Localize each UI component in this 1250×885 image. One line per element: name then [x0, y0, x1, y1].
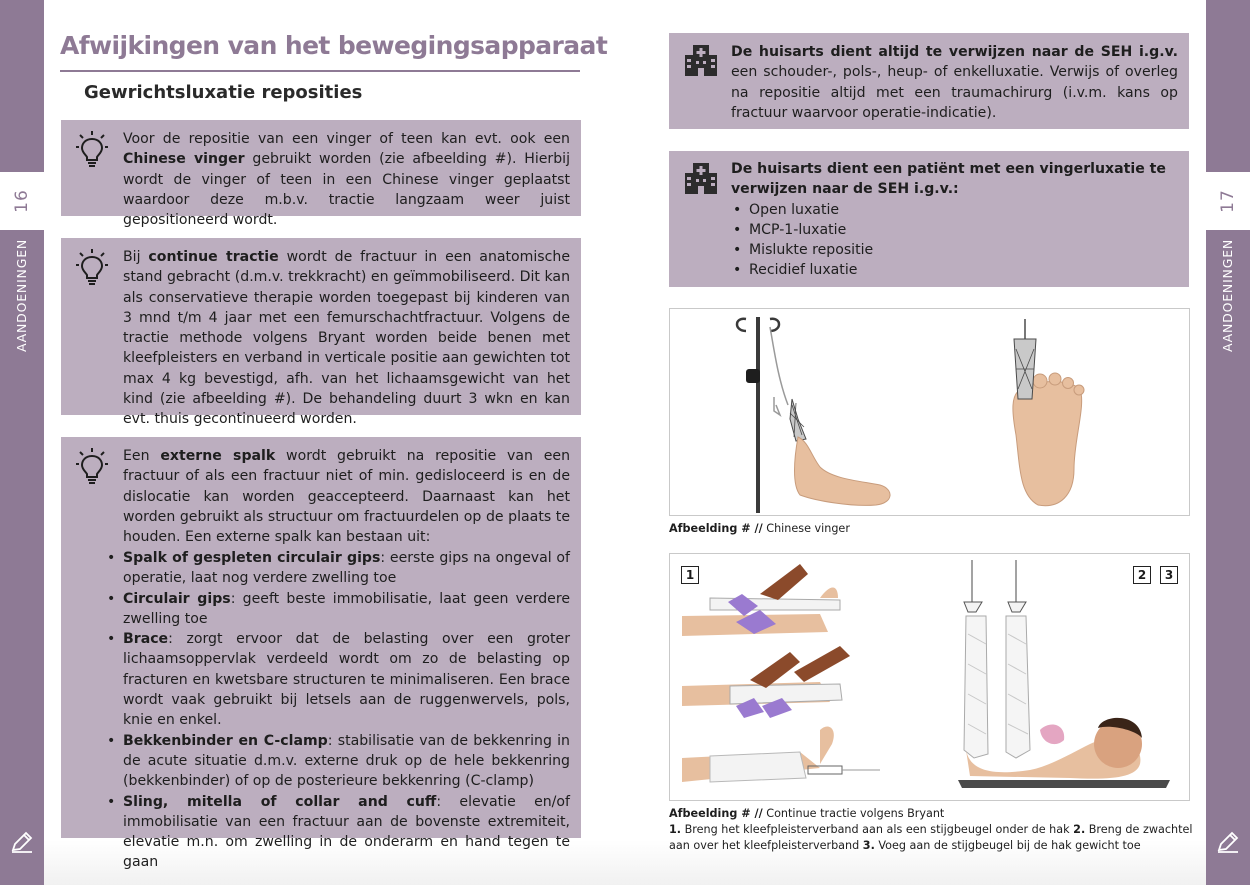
tip-box-external-splint	[61, 437, 581, 871]
tip-text: Voor de repositie van een vinger of teen kan evt. ook een Chinese vinger gebruikt worden (zie afbeelding #). Hierbij wordt de vinger of teen in een Chinese vinger geplaatst waardoor deze m.b.v. tractie langzaam weer juist gepositioneerd wordt.	[123, 131, 570, 229]
step-label-1: 1	[681, 566, 699, 584]
section-label-left: AANDOENINGEN	[14, 238, 30, 352]
list-item: • Circulair gips: geeft beste immobilisatie, laat geen verdere zwelling toe	[107, 589, 570, 630]
list-item: • Recidief luxatie	[733, 260, 1186, 280]
step-label-3: 3	[1160, 566, 1178, 584]
list-item: • Open luxatie	[733, 200, 1186, 220]
page-number-right: 17	[1206, 172, 1250, 230]
lightbulb-icon	[75, 248, 109, 288]
list-item: • Sling, mitella of collar and cuff: elevatie en/of immobilisatie van een fractuur aan de bovenste extremiteit, elevatie m.n. om zwelling in de onderarm en hand tegen te gaan	[107, 792, 570, 873]
section-label-right: AANDOENINGEN	[1220, 238, 1236, 352]
chinese-finger-illustration	[670, 309, 1189, 515]
pencil-icon[interactable]	[10, 830, 34, 854]
list-item: • MCP-1-luxatie	[733, 220, 1186, 240]
figure1-caption: Afbeelding # // Chinese vinger	[669, 522, 850, 535]
referral-box-finger-luxation	[669, 151, 1189, 287]
section-subtitle: Gewrichtsluxatie reposities	[84, 82, 363, 103]
left-side-strip	[0, 0, 44, 885]
page-number-left: 16	[0, 172, 44, 230]
right-side-strip	[1206, 0, 1250, 885]
figure-bryant-traction	[669, 553, 1190, 801]
step-label-2: 2	[1133, 566, 1151, 584]
splint-type-list	[123, 548, 570, 873]
pencil-icon[interactable]	[1216, 830, 1240, 854]
list-item: • Brace: zorgt ervoor dat de belasting over een groter lichaamsoppervlak verdeeld wordt om zo de belasting op fracturen en kwetsbare structuren te minimaliseren. Een brace wordt vaak gebruikt bij letsels aan de ruggenwervels, pols, knie en enkel.	[107, 629, 570, 730]
figure2-caption: Afbeelding # // Continue tractie volgens Bryant 1. Breng het kleefpleisterverband aan als een stijgbeugel onder de hak 2. Breng de zwachtel aan over het kleefpleisterverband 3. Voeg aan de stijgbeugel bij de hak gewicht toe	[669, 807, 1193, 852]
tip-box-continuous-traction	[61, 238, 581, 428]
tip-text: Bij continue tractie wordt de fractuur in een anatomische stand gebracht (d.m.v. trekkracht) en geïmmobiliseerd. Dit kan als conservatieve therapie worden toegepast bij kinderen van 3 mnd t/m 4 jaar met een femurschachtfractuur. Volgens de tractie methode volgens Bryant worden beide benen met kleefpleisters en verband in verticale positie aan gewichten tot max 4 kg bevestigd, afh. van het lichaamsgewicht van het kind (zie afbeelding #). De behandeling duurt 3 wkn en kan evt. thuis gecontinueerd worden.	[123, 249, 571, 428]
figure-chinese-finger	[669, 308, 1190, 516]
lightbulb-icon	[75, 130, 109, 170]
list-item: • Bekkenbinder en C-clamp: stabilisatie van de bekkenring in de acute situatie d.m.v. externe druk op de hele bekkenring (bekkenbinder) of op de posterieure bekkenring (C-clamp)	[107, 731, 570, 792]
hospital-icon	[683, 161, 719, 195]
page-title: Afwijkingen van het bewegingsapparaat	[60, 31, 608, 60]
tip-text: Een externe spalk wordt gebruikt na repositie van een fractuur of als een fractuur niet of min. gedisloceerd is en de dislocatie kan worden geaccepteerd. Daarnaast kan het worden gebruikt als structuur om fractuurdelen op de plaats te houden. Een externe spalk kan bestaan uit:	[123, 448, 570, 546]
hospital-icon	[683, 43, 719, 77]
tip-box-chinese-finger	[61, 120, 581, 229]
title-divider	[60, 70, 580, 72]
list-item: • Spalk of gespleten circulair gips: eerste gips na ongeval of operatie, laat nog verdere zwelling toe	[107, 548, 570, 589]
referral-box-luxation	[669, 33, 1189, 129]
lightbulb-icon	[75, 447, 109, 487]
list-item: • Mislukte repositie	[733, 240, 1186, 260]
referral-text: De huisarts dient altijd te verwijzen naar de SEH i.g.v. een schouder-, pols-, heup- of enkelluxatie. Verwijs of overleg na repositie altijd met een traumachirurg (i.v.m. kans op fractuur waarvoor operatie-indicatie).	[731, 44, 1178, 121]
bryant-traction-illustration	[670, 554, 1189, 800]
referral-text: De huisarts dient een patiënt met een vingerluxatie te verwijzen naar de SEH i.g.v.: • Open luxatie • MCP-1-luxatie • Mislukte repositie • Recidief luxatie	[731, 159, 1186, 281]
